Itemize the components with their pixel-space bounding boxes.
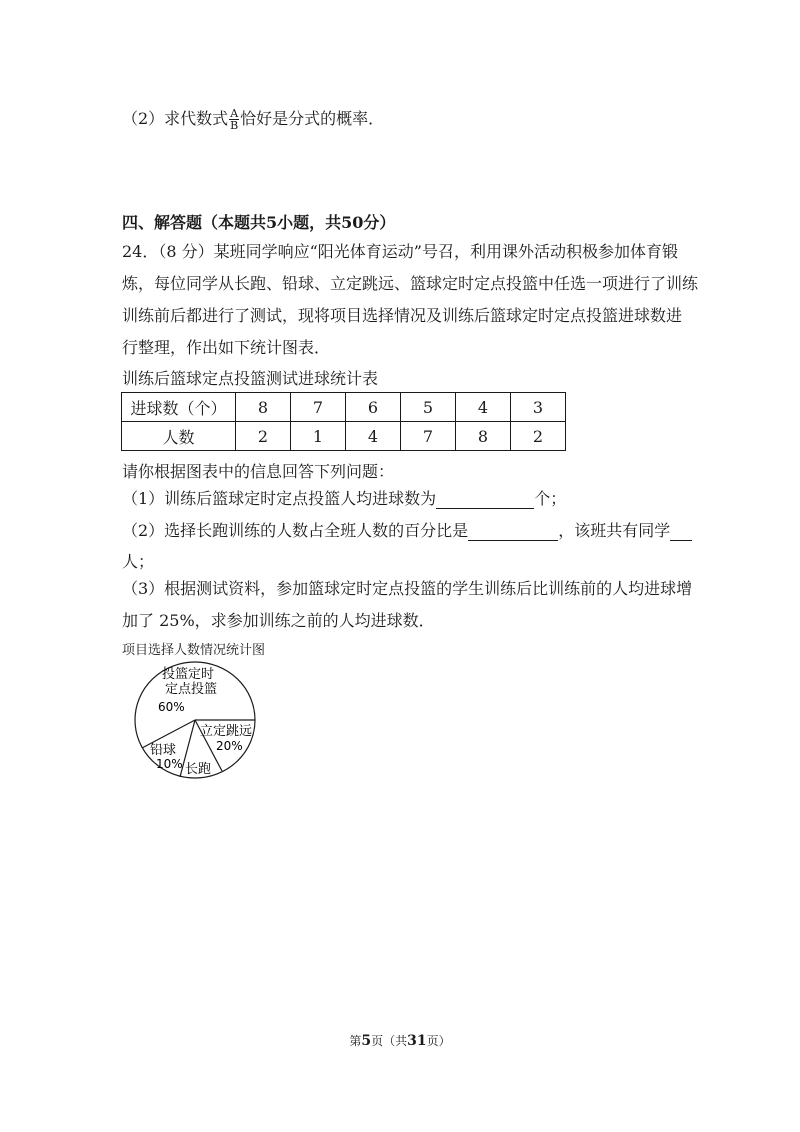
table-cell: 6 — [346, 393, 401, 422]
table-cell: 3 — [511, 393, 566, 422]
pie-chart-svg — [120, 658, 270, 783]
fraction-numerator: A — [230, 107, 239, 120]
footer-mid: 页（共 — [371, 1034, 408, 1048]
q23-part2 — [122, 108, 384, 131]
fraction-denominator: B — [230, 119, 239, 132]
table-cell: 7 — [291, 393, 346, 422]
table-cell: 4 — [346, 422, 401, 451]
sub2-prefix: （2）选择长跑训练的人数占全班人数的百分比是 — [122, 521, 469, 540]
footer-suffix: 页） — [426, 1034, 451, 1048]
section-heading: 四、解答题（本题共5小题，共50分） — [122, 213, 396, 232]
table-cell: 2 — [236, 422, 291, 451]
slice-label-shooting-1: 投篮定时 — [162, 667, 215, 682]
q24-sub3-line-2: 加了 25%，求参加训练之前的人均进球数． — [122, 611, 435, 630]
table-cell: 2 — [511, 422, 566, 451]
page-footer — [0, 1032, 800, 1049]
slice-value-shooting: 60% — [158, 700, 185, 714]
q23-part2-prefix: （2）求代数式 — [122, 109, 229, 128]
table-header-people: 人数 — [122, 422, 236, 451]
slice-label-running: 长跑 — [185, 762, 212, 777]
q24-sub2 — [122, 521, 692, 541]
q24-line-4: 行整理，作出如下统计图表． — [122, 338, 331, 357]
slice-value-shot-put: 10% — [156, 757, 183, 771]
table-header-goals: 进球数（个） — [122, 393, 236, 422]
table-cell: 1 — [291, 422, 346, 451]
sub1-prefix: （1）训练后篮球定时定点投篮人均进球数为 — [122, 489, 437, 508]
slice-label-shot-put: 铅球 — [150, 743, 177, 758]
answer-blank-3[interactable] — [670, 524, 692, 541]
table-cell: 8 — [456, 422, 511, 451]
table-cell: 8 — [236, 393, 291, 422]
fraction-a-over-b — [229, 108, 239, 131]
q24-sub1 — [122, 489, 566, 509]
sub2-mid: ，该班共有同学 — [558, 521, 671, 540]
q24-sub3-line-1: （3）根据测试资料，参加篮球定时定点投篮的学生训练后比训练前的人均进球增 — [122, 579, 693, 598]
table-cell: 4 — [456, 393, 511, 422]
table-title: 训练后篮球定点投篮测试进球统计表 — [122, 369, 379, 388]
q23-part2-suffix: 恰好是分式的概率． — [240, 109, 385, 128]
q24-prompt: 请你根据图表中的信息回答下列问题： — [122, 462, 395, 481]
slice-value-long-jump: 20% — [216, 739, 243, 753]
answer-blank-1[interactable] — [436, 492, 534, 509]
slice-label-long-jump: 立定跳远 — [200, 724, 253, 739]
q24-line-3: 训练前后都进行了测试，现将项目选择情况及训练后篮球定时定点投篮进球数进 — [122, 306, 683, 325]
q24-line-1: 24．（8 分）某班同学响应“阳光体育运动”号召，利用课外活动积极参加体育锻 — [122, 242, 678, 261]
footer-total-pages: 31 — [407, 1033, 427, 1049]
slice-label-shooting-2: 定点投篮 — [165, 682, 218, 697]
footer-prefix: 第 — [349, 1034, 362, 1048]
table-row — [122, 422, 566, 451]
pie-chart — [120, 658, 270, 783]
sub2-end: 人； — [122, 552, 155, 571]
q24-line-2: 炼，每位同学从长跑、铅球、立定跳远、篮球定时定点投篮中任选一项进行了训练 — [122, 274, 699, 293]
footer-page-number: 5 — [361, 1033, 372, 1049]
table-cell: 5 — [401, 393, 456, 422]
table-cell: 7 — [401, 422, 456, 451]
answer-blank-2[interactable] — [468, 524, 558, 541]
sub1-suffix: 个； — [534, 489, 567, 508]
chart-title: 项目选择人数情况统计图 — [122, 643, 266, 658]
table-row — [122, 393, 566, 422]
goals-table — [121, 392, 566, 451]
